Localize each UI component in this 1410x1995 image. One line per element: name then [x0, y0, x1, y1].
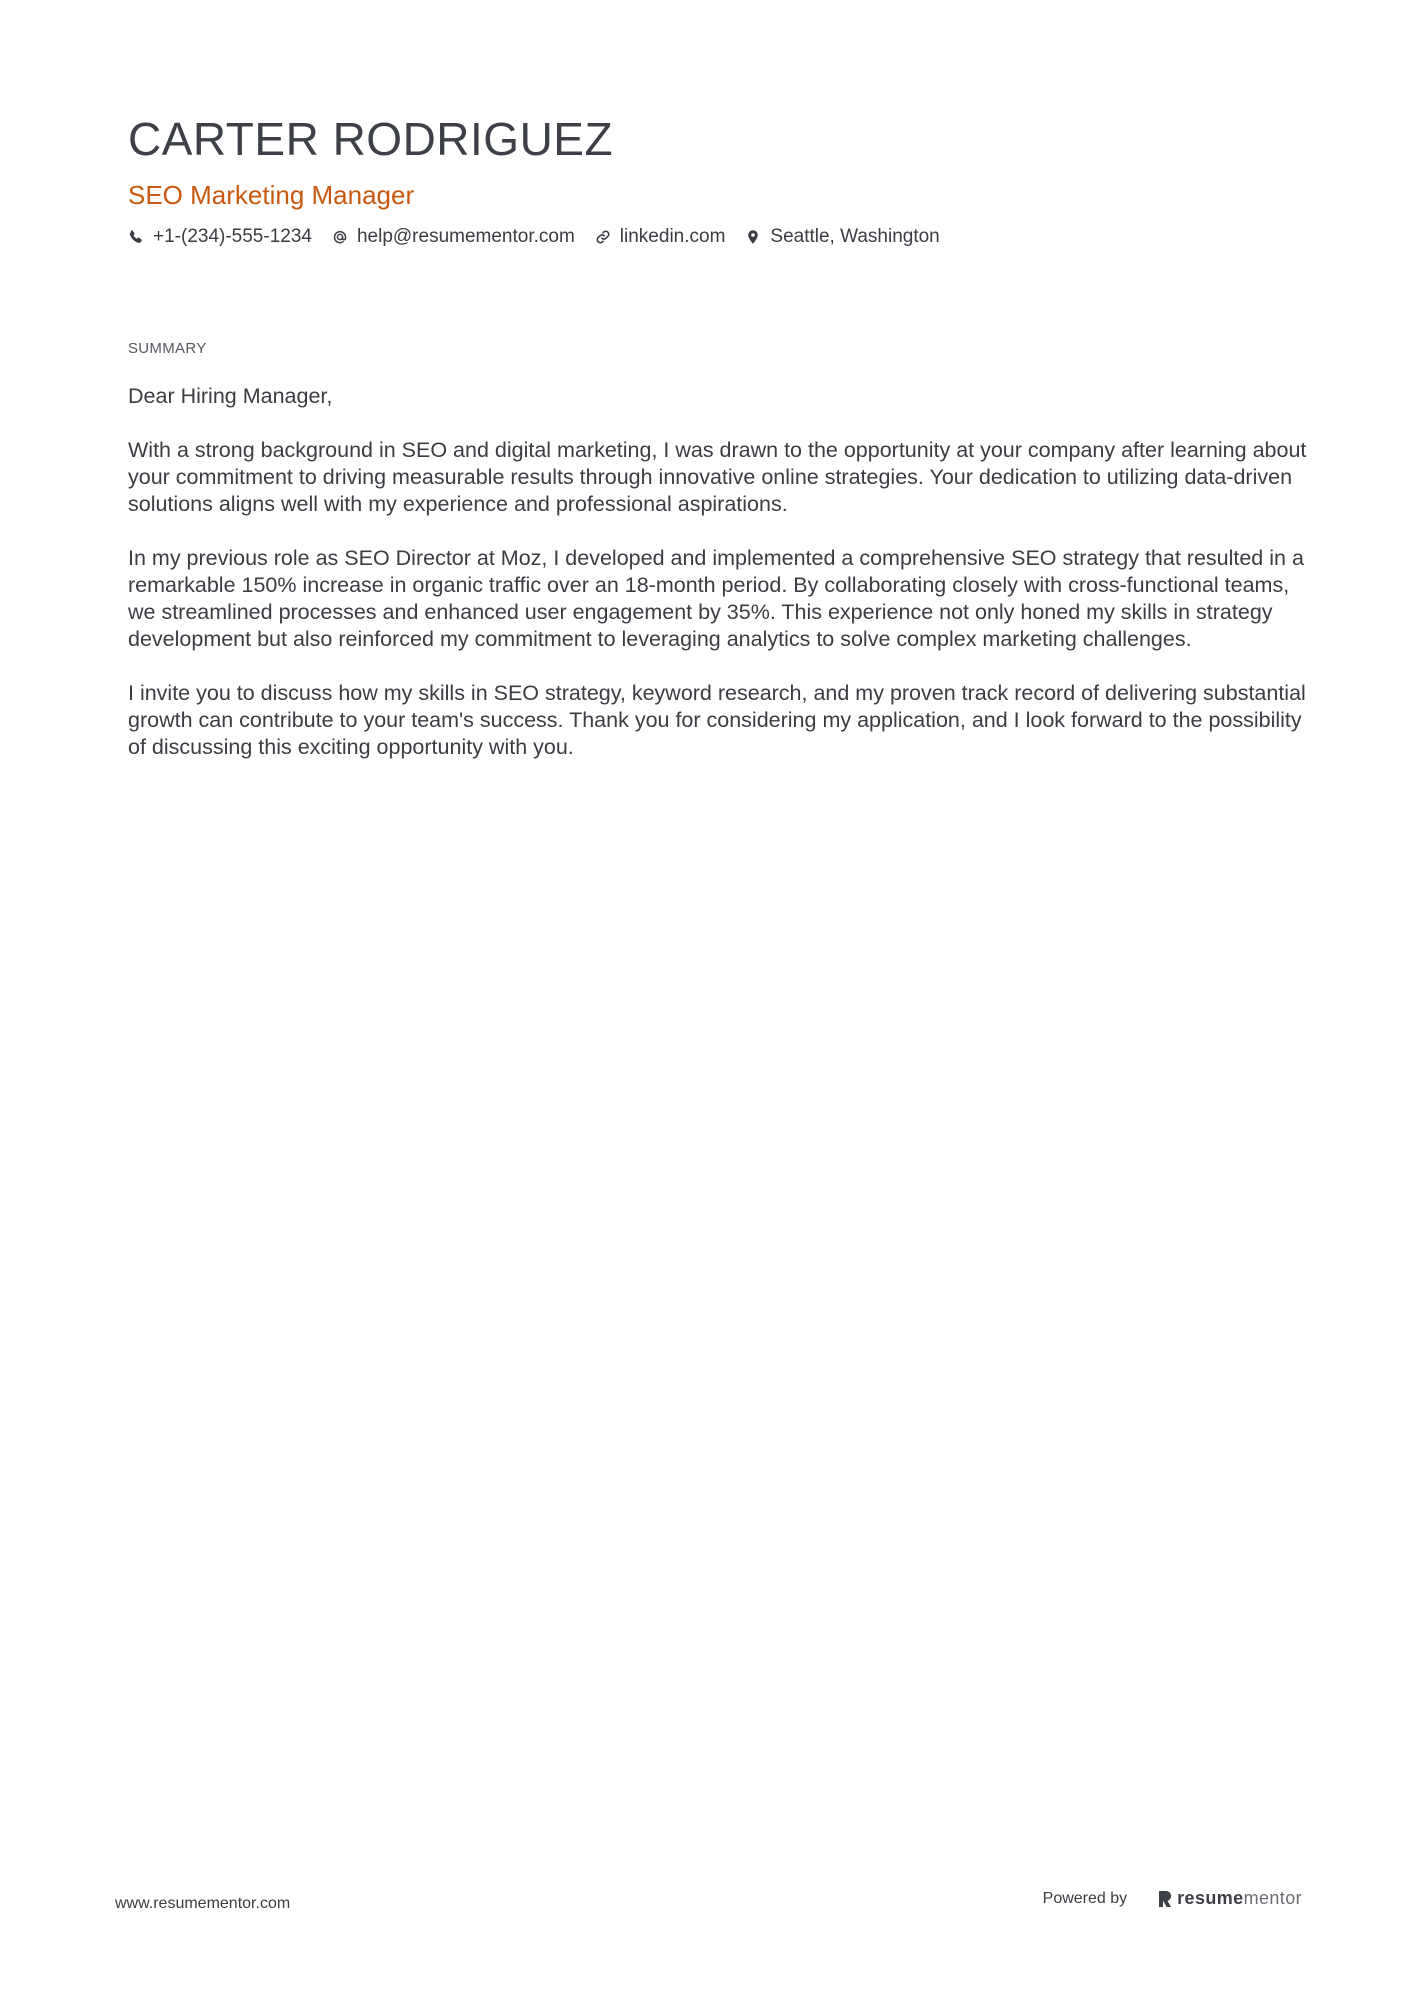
- brand-name-part1: resume: [1177, 1888, 1244, 1908]
- powered-by-label: Powered by: [1042, 1889, 1128, 1907]
- contact-email: [332, 226, 575, 248]
- resumementor-logo[interactable]: [1157, 1888, 1302, 1909]
- contact-row: [128, 226, 960, 248]
- letter-body: [128, 383, 1308, 788]
- letter-paragraph-3: I invite you to discuss how my skills in SEO strategy, keyword research, and my proven track record of delivering substantial growth can contribute to your team's success. Thank you for considering my application, and I look forward to the possibility of discussing this exciting opportunity with you.: [128, 681, 1306, 759]
- summary-label: SUMMARY: [128, 340, 207, 357]
- letter-paragraph-2: In my previous role as SEO Director at Moz, I developed and implemented a comprehensive SEO strategy that resulted in a remarkable 150% increase in organic traffic over an 18-month period. By collaborating closely with cross-functional teams, we streamlined processes and enhanced user engagement by 35%. This experience not only honed my skills in strategy development but also reinforced my commitment to leveraging analytics to solve complex marketing challenges.: [128, 546, 1304, 651]
- phone-text[interactable]: +1-(234)-555-1234: [153, 226, 312, 247]
- at-icon: [332, 229, 348, 245]
- job-title: SEO Marketing Manager: [128, 180, 415, 210]
- salutation: Dear Hiring Manager,: [128, 384, 333, 408]
- phone-icon: [128, 229, 144, 245]
- contact-location: [745, 226, 939, 248]
- linkedin-text[interactable]: linkedin.com: [619, 226, 726, 247]
- brand-name: [1177, 1888, 1302, 1909]
- footer-website[interactable]: www.resumementor.com: [115, 1895, 291, 1912]
- link-icon: [595, 229, 611, 245]
- candidate-name: CARTER RODRIGUEZ: [128, 113, 614, 165]
- letter-paragraph-1: With a strong background in SEO and digital marketing, I was drawn to the opportunity at your company after learning about your commitment to driving measurable results through innovative online strategies. Your dedication to utilizing data-driven solutions aligns well with my experience and professional aspirations.: [128, 438, 1307, 516]
- footer-branding: [1043, 1888, 1302, 1909]
- location-text: Seattle, Washington: [770, 226, 940, 247]
- location-pin-icon: [745, 229, 761, 245]
- email-text[interactable]: help@resumementor.com: [356, 226, 575, 247]
- contact-linkedin: [595, 226, 726, 248]
- resumementor-logo-icon: [1157, 1889, 1173, 1909]
- brand-name-part2: mentor: [1243, 1888, 1302, 1908]
- contact-phone: [128, 226, 312, 248]
